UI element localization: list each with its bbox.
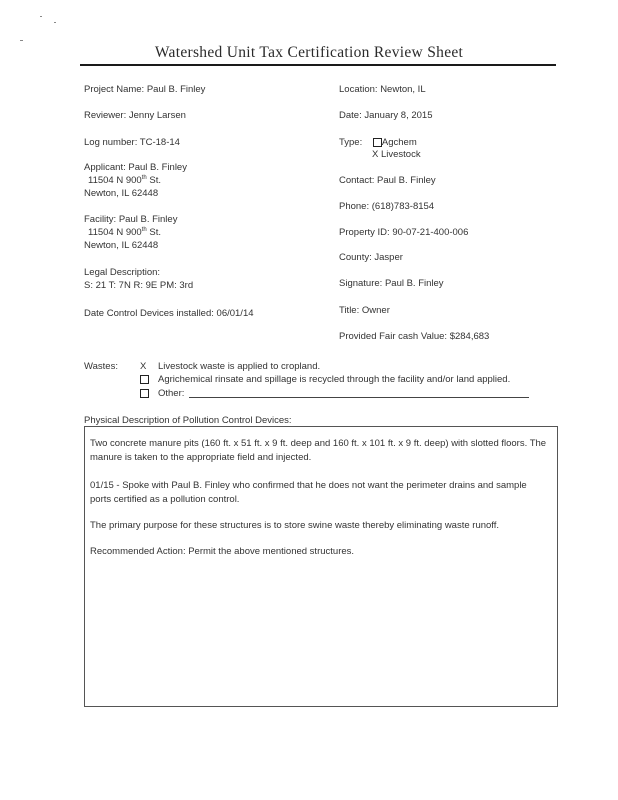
wastes-item-livestock: Livestock waste is applied to cropland. — [158, 361, 321, 372]
location: Location: Newton, IL — [339, 84, 426, 95]
physical-paragraph-3: The primary purpose for these structures is to store swine waste thereby eliminating waste runoff. — [90, 520, 500, 531]
property-id: Property ID: 90-07-21-400-006 — [339, 227, 469, 238]
reviewer: Reviewer: Jenny Larsen — [84, 110, 186, 121]
physical-paragraph-4: Recommended Action: Permit the above mentioned structures. — [90, 546, 355, 557]
type-option-livestock: X Livestock — [372, 149, 421, 160]
fair-cash-value: Provided Fair cash Value: $284,683 — [339, 331, 490, 342]
physical-paragraph-1: Two concrete manure pits (160 ft. x 51 ft. x 9 ft. deep and 160 ft. x 101 ft. x 9 ft. deep) with slotted floors. The manure is taken to the appropriate field and injected. — [90, 438, 547, 463]
type-option-agchem: Agchem — [381, 137, 417, 148]
scan-speck — [20, 40, 23, 41]
facility-city: Newton, IL 62448 — [84, 240, 159, 251]
legal-label: Legal Description: — [84, 267, 161, 278]
date: Date: January 8, 2015 — [339, 110, 433, 121]
title-rule — [80, 64, 556, 66]
scan-speck — [40, 16, 42, 17]
applicant-city: Newton, IL 62448 — [84, 188, 159, 199]
page-title: Watershed Unit Tax Certification Review Sheet — [154, 44, 464, 61]
agchem-checkbox[interactable] — [373, 138, 382, 147]
contact: Contact: Paul B. Finley — [339, 175, 436, 186]
wastes-item-other: Other: — [158, 388, 185, 399]
applicant-label: Applicant: Paul B. Finley — [84, 162, 187, 173]
physical-description-box — [84, 427, 558, 707]
owner-title: Title: Owner — [339, 305, 390, 316]
signature: Signature: Paul B. Finley — [339, 278, 444, 289]
county: County: Jasper — [339, 252, 403, 263]
other-input-line[interactable] — [189, 397, 529, 398]
facility-label: Facility: Paul B. Finley — [84, 214, 178, 225]
agrichemical-checkbox[interactable] — [140, 374, 149, 385]
physical-paragraph-2: 01/15 - Spoke with Paul B. Finley who confirmed that he does not want the perimeter drains and sample ports certified as a pollution control. — [90, 480, 527, 505]
wastes-item-agrichemical: Agrichemical rinsate and spillage is recycled through the facility and/or land applied. — [158, 374, 511, 385]
facility-street: 11504 N 900th St. — [88, 226, 161, 238]
log-number: Log number: TC-18-14 — [84, 137, 180, 148]
project-name: Project Name: Paul B. Finley — [84, 84, 206, 95]
legal-value: S: 21 T: 7N R: 9E PM: 3rd — [84, 280, 194, 291]
date-control: Date Control Devices installed: 06/01/14 — [84, 308, 254, 319]
wastes-label: Wastes: — [84, 361, 118, 372]
scan-speck — [54, 22, 56, 23]
applicant-street: 11504 N 900th St. — [88, 174, 161, 186]
phone: Phone: (618)783-8154 — [339, 201, 435, 212]
physical-heading: Physical Description of Pollution Control Devices: — [84, 415, 292, 426]
type-label: Type: — [339, 137, 363, 148]
type-row — [339, 137, 417, 148]
livestock-mark: X — [140, 361, 147, 372]
other-checkbox[interactable] — [140, 388, 149, 399]
